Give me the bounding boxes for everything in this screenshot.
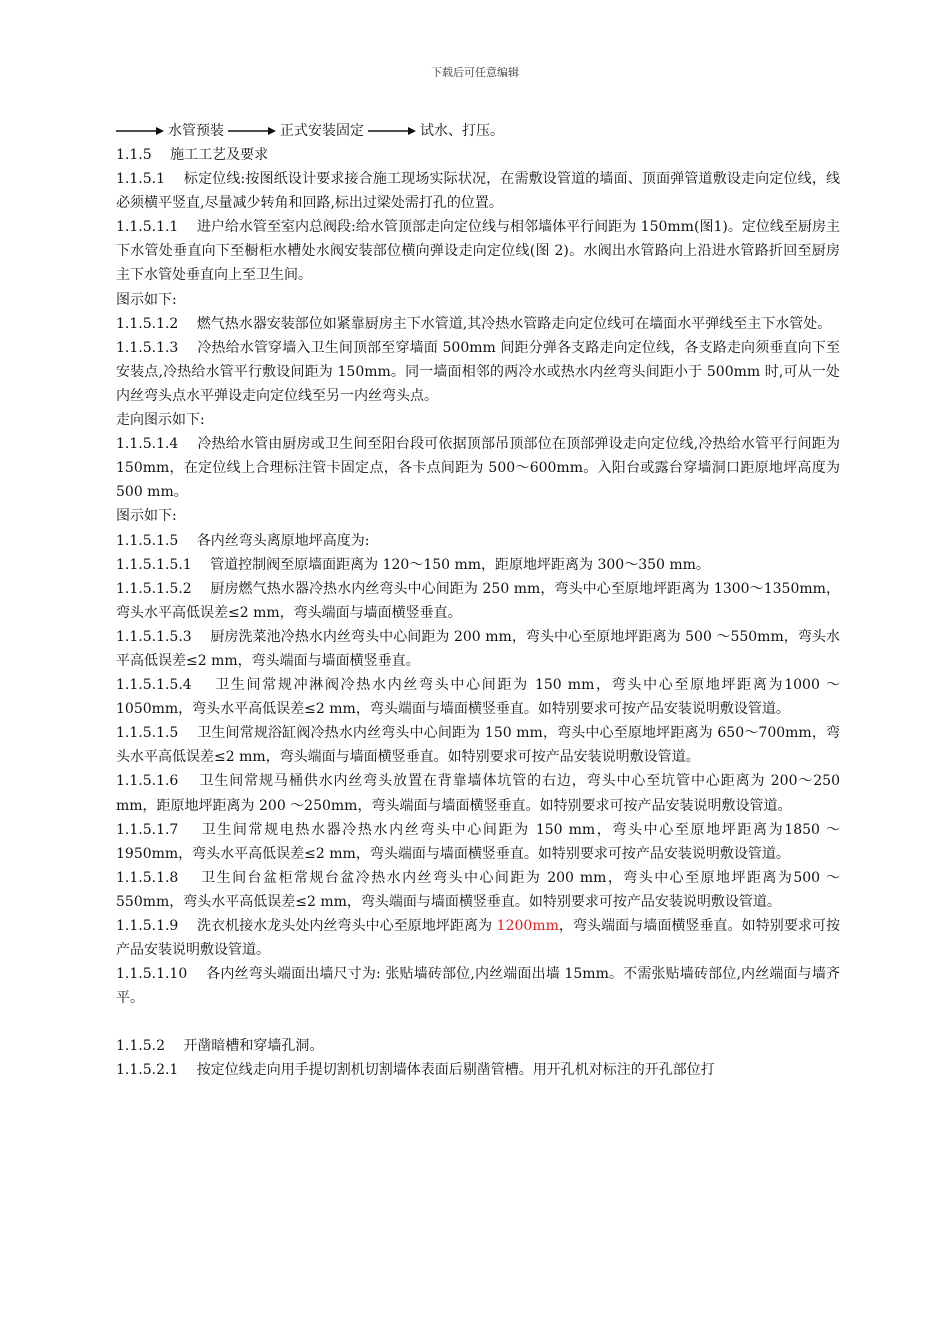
paragraph: 1.1.5.1.5 各内丝弯头离原地坪高度为: bbox=[116, 532, 370, 549]
paragraph: 1.1.5.1.3 冷热给水管穿墙入卫生间顶部至穿墙面 500mm 间距分弹各支路走向定位线，各支路走向须垂直向下至安装点,冷热给水管平行敷设间距为 150mm。同一墙面相邻的两冷水或热水内丝弯头间距小于 500mm 时,可从一处内丝弯头点水平弹设走向定位线至另一内丝弯头点。 bbox=[116, 339, 840, 404]
paragraph: 1.1.5.1.5.2 厨房燃气热水器冷热水内丝弯头中心间距为 250 mm，弯头中心至原地坪距离为 1300～1350mm，弯头水平高低误差≤2 mm，弯头端面与墙面横竖垂直。 bbox=[116, 580, 840, 621]
arrow-right-icon bbox=[228, 125, 276, 137]
paragraph: 1.1.5.1.5.4 卫生间常规冲淋阀冷热水内丝弯头中心间距为 150 mm，弯头中心至原地坪距离为1000 ～1050mm，弯头水平高低误差≤2 mm，弯头端面与墙面横竖垂直。如特别要求可按产品安装说明敷设管道。 bbox=[116, 677, 840, 718]
paragraph: 1.1.5.1.5.3 厨房洗菜池冷热水内丝弯头中心间距为 200 mm，弯头中心至原地坪距离为 500 ～550mm，弯头水平高低误差≤2 mm，弯头端面与墙面横竖垂直。 bbox=[116, 628, 840, 669]
document-body bbox=[116, 119, 840, 1083]
paragraph: 1.1.5.1.6 卫生间常规马桶供水内丝弯头放置在背靠墙体坑管的右边，弯头中心至坑管中心距离为 200～250 mm，距原地坪距离为 200 ～250mm，弯头端面与墙面横竖垂直。如特别要求可按产品安装说明敷设管道。 bbox=[116, 773, 840, 814]
paragraph: 1.1.5.2.1 按定位线走向用手提切割机切割墙体表面后剔凿管槽。用开孔机对标注的开孔部位打 bbox=[116, 1062, 715, 1079]
figure-caption: 走向图示如下: bbox=[116, 412, 205, 429]
paragraph: 1.1.5.1.5 卫生间常规浴缸阀冷热水内丝弯头中心间距为 150 mm，弯头中心至原地坪距离为 650～700mm，弯头水平高低误差≤2 mm，弯头端面与墙面横竖垂直。如特别要求可按产品安装说明敷设管道。 bbox=[116, 725, 840, 766]
flow-step: 试水、打压。 bbox=[420, 122, 504, 139]
arrow-right-icon bbox=[368, 125, 416, 137]
arrow-right-icon bbox=[116, 125, 164, 137]
section-heading: 1.1.5.2 开凿暗槽和穿墙孔洞。 bbox=[116, 1038, 324, 1055]
paragraph: 1.1.5.1.2 燃气热水器安装部位如紧靠厨房主下水管道,其冷热水管路走向定位线可在墙面水平弹线至主下水管处。 bbox=[116, 315, 832, 332]
paragraph: 1.1.5.1.4 冷热给水管由厨房或卫生间至阳台段可依据顶部吊顶部位在顶部弹设走向定位线,冷热给水管平行间距为 150mm，在定位线上合理标注管卡固定点，各卡点间距为 500～600mm。入阳台或露台穿墙洞口距原地坪高度为 500 mm。 bbox=[116, 436, 840, 501]
paragraph-text: ，弯头端面与墙面横竖垂直。如特别要求可按产品安装说明敷设管道。 bbox=[116, 918, 840, 959]
figure-caption: 图示如下: bbox=[116, 508, 177, 525]
paragraph: 1.1.5.1.8 卫生间台盆柜常规台盆冷热水内丝弯头中心间距为 200 mm，弯头中心至原地坪距离为500 ～550mm，弯头水平高低误差≤2 mm，弯头端面与墙面横竖垂直。如特别要求可按产品安装说明敷设管道。 bbox=[116, 869, 840, 910]
flow-step: 正式安装固定 bbox=[280, 122, 364, 139]
paragraph: 1.1.5.1.7 卫生间常规电热水器冷热水内丝弯头中心间距为 150 mm，弯头中心至原地坪距离为1850 ～1950mm，弯头水平高低误差≤2 mm，弯头端面与墙面横竖垂直。如特别要求可按产品安装说明敷设管道。 bbox=[116, 821, 840, 862]
blank-line bbox=[116, 1010, 840, 1034]
paragraph: 1.1.5.1.1 进户给水管至室内总阀段:给水管顶部走向定位线与相邻墙体平行间距为 150mm(图1)。定位线至厨房主下水管处垂直向下至橱柜水槽处水阀安装部位横向弹设走向定位线(图 2)。水阀出水管路向上沿进水管路折回至厨房主下水管处垂直向上至卫生间。 bbox=[116, 219, 840, 284]
paragraph: 1.1.5.1.5.1 管道控制阀至原墙面距离为 120～150 mm，距原地坪距离为 300～350 mm。 bbox=[116, 556, 710, 573]
paragraph: 1.1.5.1.10 各内丝弯头端面出墙尺寸为: 张贴墙砖部位,内丝端面出墙 15mm。不需张贴墙砖部位,内丝端面与墙齐平。 bbox=[116, 966, 840, 1007]
section-heading: 1.1.5 施工工艺及要求 bbox=[116, 147, 269, 163]
paragraph: 1.1.5.1 标定位线:按图纸设计要求接合施工现场实际状况，在需敷设管道的墙面、顶面弹管道敷设走向定位线，线必须横平竖直,尽量减少转角和回路,标出过梁处需打孔的位置。 bbox=[116, 171, 840, 212]
paragraph-text: 1.1.5.1.9 洗衣机接水龙头处内丝弯头中心至原地坪距离为 bbox=[116, 918, 497, 934]
page-header: 下载后可任意编辑 bbox=[431, 66, 519, 79]
flow-step: 水管预装 bbox=[168, 122, 224, 139]
highlighted-value: 1200mm bbox=[496, 918, 559, 934]
paragraph bbox=[116, 914, 840, 962]
process-flow bbox=[116, 119, 840, 143]
figure-caption: 图示如下: bbox=[116, 291, 177, 308]
